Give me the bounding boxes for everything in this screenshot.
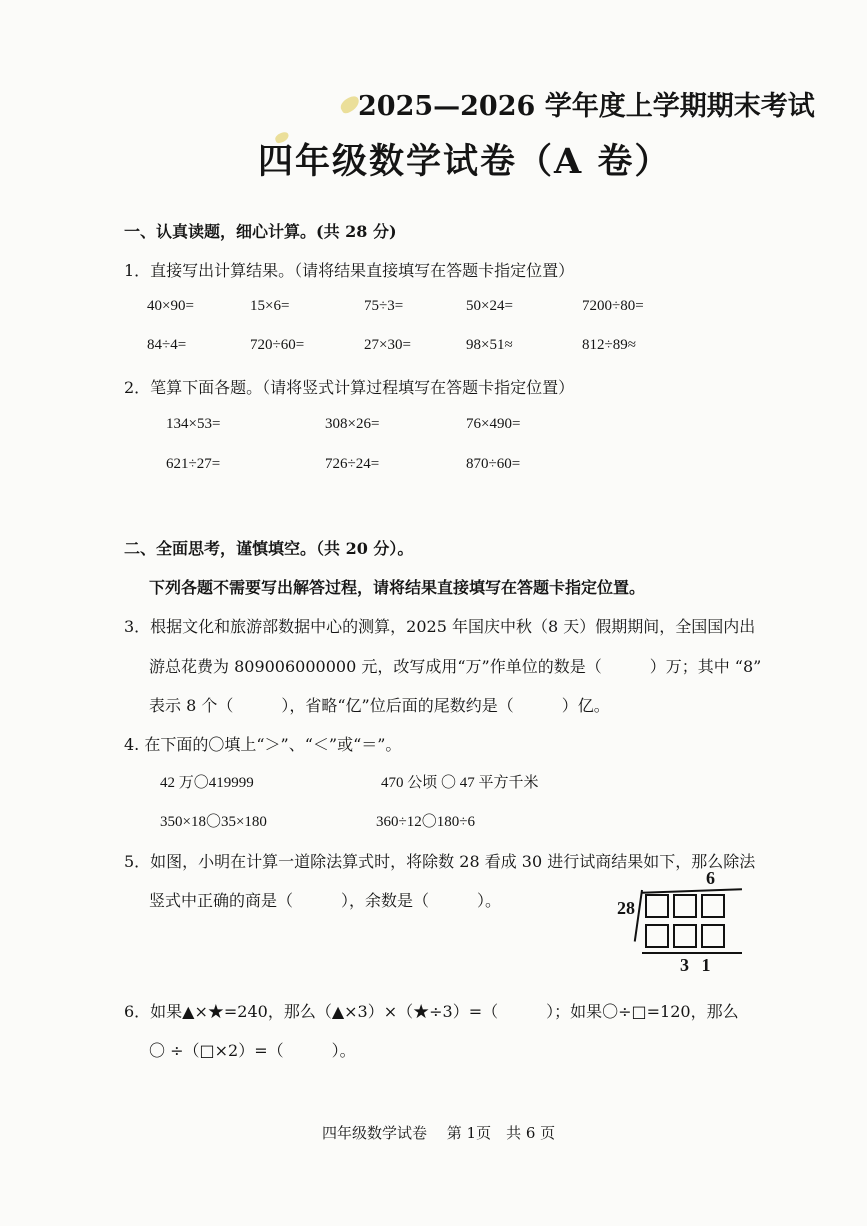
digit-box	[673, 894, 697, 918]
q5-line2: 竖式中正确的商是（ ），余数是（ ）。	[149, 891, 502, 910]
q4-item: 42 万〇419999	[160, 775, 254, 791]
page-footer: 四年级数学试卷 第 1页 共 6 页	[322, 1124, 556, 1142]
q4-text: 4. 在下面的〇填上“＞”、“＜”或“＝”。	[124, 735, 402, 754]
quotient-digit: 6	[706, 868, 715, 888]
q3-line3: 表示 8 个（ ），省略“亿”位后面的尾数约是（ ）亿。	[149, 696, 610, 715]
q1-item: 7200÷80=	[582, 298, 644, 314]
division-bracket	[634, 890, 643, 942]
remainder: 3 1	[680, 955, 715, 975]
q1-item: 720÷60=	[250, 337, 305, 353]
section1-heading: 一、认真读题，细心计算。(共 28 分)	[124, 222, 397, 241]
divisor: 28	[617, 898, 635, 918]
section2-heading: 二、全面思考，谨慎填空。（共 20 分）。	[124, 539, 414, 558]
q3-line2: 游总花费为 809006000000 元，改写成用“万”作单位的数是（ ）万；其中 “8”	[149, 657, 762, 676]
q1-item: 84÷4=	[147, 337, 187, 353]
q6-line1: 6．如果▲×★=240，那么（▲×3）×（★÷3）=（ ）；如果〇÷□=120，那么	[124, 1002, 739, 1021]
q1-text: 1．直接写出计算结果。（请将结果直接填写在答题卡指定位置）	[124, 261, 575, 280]
q1-item: 50×24=	[466, 298, 513, 314]
division-bar	[642, 888, 742, 893]
q4-item: 350×18〇35×180	[160, 814, 267, 830]
q1-item: 98×51≈	[466, 337, 513, 353]
q3-line1: 3．根据文化和旅游部数据中心的测算，2025 年国庆中秋（8 天）假期期间，全国国内出	[124, 617, 756, 636]
q1-item: 812÷89≈	[582, 337, 636, 353]
digit-box	[645, 924, 669, 948]
q2-item: 621÷27=	[166, 456, 221, 472]
q4-item: 360÷12〇180÷6	[376, 814, 475, 830]
q2-text: 2．笔算下面各题。（请将竖式计算过程填写在答题卡指定位置）	[124, 378, 575, 397]
q2-item: 134×53=	[166, 416, 221, 432]
exam-title-line2: 四年级数学试卷（A 卷）	[258, 141, 672, 182]
q1-item: 15×6=	[250, 298, 290, 314]
long-division-figure	[610, 868, 750, 978]
q2-item: 726÷24=	[325, 456, 380, 472]
q2-item: 308×26=	[325, 416, 380, 432]
digit-box	[701, 894, 725, 918]
digit-box	[645, 894, 669, 918]
q5-line1: 5．如图，小明在计算一道除法算式时，将除数 28 看成 30 进行试商结果如下，那么除法	[124, 852, 756, 871]
digit-box	[673, 924, 697, 948]
q6-line2: 〇 ÷（□×2）=（ ）。	[149, 1041, 356, 1060]
exam-title-line1: 2025—2026 学年度上学期期末考试	[358, 91, 815, 122]
q1-item: 40×90=	[147, 298, 194, 314]
subtraction-line	[642, 952, 742, 954]
q1-item: 27×30=	[364, 337, 411, 353]
q4-item: 470 公顷 〇 47 平方千米	[381, 775, 539, 791]
q2-item: 870÷60=	[466, 456, 521, 472]
q2-item: 76×490=	[466, 416, 521, 432]
digit-box	[701, 924, 725, 948]
q1-item: 75÷3=	[364, 298, 404, 314]
section2-note: 下列各题不需要写出解答过程，请将结果直接填写在答题卡指定位置。	[149, 578, 646, 597]
